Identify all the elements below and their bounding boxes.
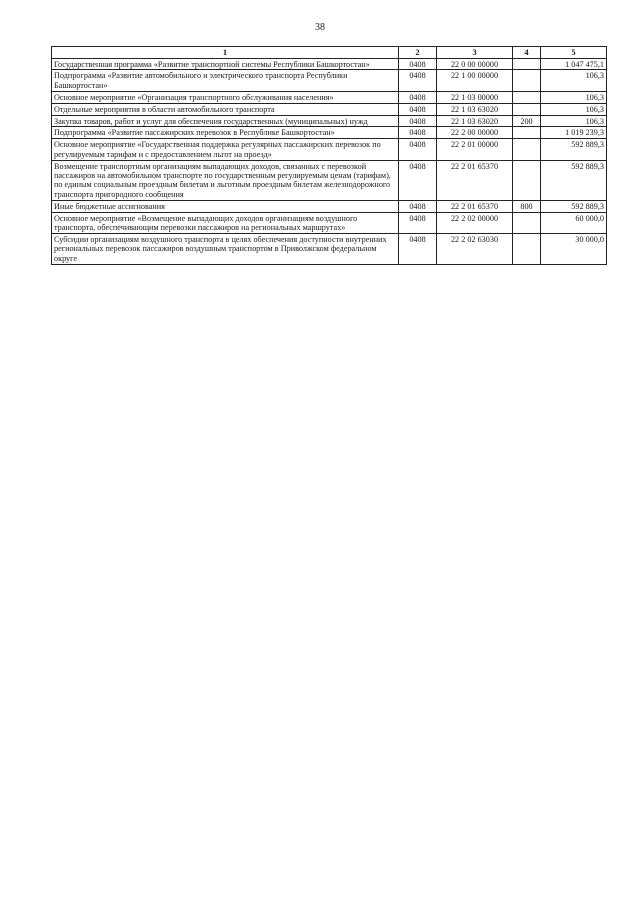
row-name: Подпрограмма «Развитие пассажирских перевозок в Республике Башкортостан»	[52, 127, 399, 139]
row-name: Возмещение транспортным организациям выпадающих доходов, связанных с перевозкой пассажиров на автомобильном транспорте по государственным регулируемым ценам (тарифам), по единым социальным проездным билетам и льготным проездным билетам железнодорожного транспорта пригородного сообщения	[52, 160, 399, 200]
table-row	[52, 70, 607, 91]
row-section: 0408	[399, 115, 437, 127]
table-row	[52, 58, 607, 70]
header-col-name: 1	[52, 47, 399, 59]
row-section: 0408	[399, 212, 437, 233]
row-amount: 1 019 239,3	[541, 127, 607, 139]
row-amount: 30 000,0	[541, 234, 607, 265]
row-section: 0408	[399, 200, 437, 212]
row-target: 22 2 00 00000	[437, 127, 513, 139]
row-section: 0408	[399, 58, 437, 70]
row-name: Субсидии организациям воздушного транспорта в целях обеспечения доступности внутренних региональных перевозок пассажиров воздушным транспортом в Приволжском федеральном округе	[52, 234, 399, 265]
row-amount: 106,3	[541, 115, 607, 127]
row-amount: 60 000,0	[541, 212, 607, 233]
row-name: Отдельные мероприятия в области автомобильного транспорта	[52, 103, 399, 115]
table-row	[52, 234, 607, 265]
header-row	[52, 47, 607, 59]
row-type	[513, 212, 541, 233]
row-type	[513, 139, 541, 160]
row-type	[513, 91, 541, 103]
row-name: Основное мероприятие «Организация транспортного обслуживания населения»	[52, 91, 399, 103]
row-type	[513, 127, 541, 139]
row-amount: 106,3	[541, 91, 607, 103]
table-body	[52, 58, 607, 264]
row-section: 0408	[399, 127, 437, 139]
row-amount: 592 889,3	[541, 200, 607, 212]
page-number: 38	[315, 22, 325, 33]
row-type	[513, 103, 541, 115]
row-target: 22 1 03 63020	[437, 103, 513, 115]
row-name: Иные бюджетные ассигнования	[52, 200, 399, 212]
table-row	[52, 212, 607, 233]
row-amount: 106,3	[541, 70, 607, 91]
header-col-amount: 5	[541, 47, 607, 59]
row-type	[513, 234, 541, 265]
table-row	[52, 127, 607, 139]
row-section: 0408	[399, 103, 437, 115]
row-type	[513, 58, 541, 70]
table-row	[52, 160, 607, 200]
row-type	[513, 70, 541, 91]
row-target: 22 2 02 00000	[437, 212, 513, 233]
row-target: 22 2 02 63030	[437, 234, 513, 265]
row-name: Подпрограмма «Развитие автомобильного и электрического транспорта Республики Башкортостан»	[52, 70, 399, 91]
row-target: 22 1 03 63020	[437, 115, 513, 127]
row-name: Государственная программа «Развитие транспортной системы Республики Башкортостан»	[52, 58, 399, 70]
row-section: 0408	[399, 139, 437, 160]
row-name: Основное мероприятие «Государственная поддержка регулярных пассажирских перевозок по регулируемым тарифам и с предоставлением льгот на проезд»	[52, 139, 399, 160]
table-row	[52, 115, 607, 127]
row-type: 200	[513, 115, 541, 127]
row-name: Закупка товаров, работ и услуг для обеспечения государственных (муниципальных) нужд	[52, 115, 399, 127]
table-row	[52, 200, 607, 212]
row-section: 0408	[399, 234, 437, 265]
row-amount: 106,3	[541, 103, 607, 115]
row-name: Основное мероприятие «Возмещение выпадающих доходов организациям воздушного транспорта, обеспечивающим перевозки пассажиров на региональных маршрутах»	[52, 212, 399, 233]
table-header	[52, 47, 607, 59]
row-amount: 592 889,3	[541, 160, 607, 200]
row-target: 22 2 01 65370	[437, 160, 513, 200]
table-row	[52, 103, 607, 115]
row-type: 800	[513, 200, 541, 212]
row-section: 0408	[399, 91, 437, 103]
row-target: 22 1 03 00000	[437, 91, 513, 103]
header-col-target: 3	[437, 47, 513, 59]
row-target: 22 2 01 65370	[437, 200, 513, 212]
row-target: 22 1 00 00000	[437, 70, 513, 91]
table-row	[52, 91, 607, 103]
header-col-section: 2	[399, 47, 437, 59]
row-section: 0408	[399, 160, 437, 200]
table-row	[52, 139, 607, 160]
row-type	[513, 160, 541, 200]
budget-table	[51, 46, 607, 265]
row-target: 22 2 01 00000	[437, 139, 513, 160]
row-amount: 592 889,3	[541, 139, 607, 160]
row-section: 0408	[399, 70, 437, 91]
row-target: 22 0 00 00000	[437, 58, 513, 70]
header-col-type: 4	[513, 47, 541, 59]
row-amount: 1 047 475,1	[541, 58, 607, 70]
